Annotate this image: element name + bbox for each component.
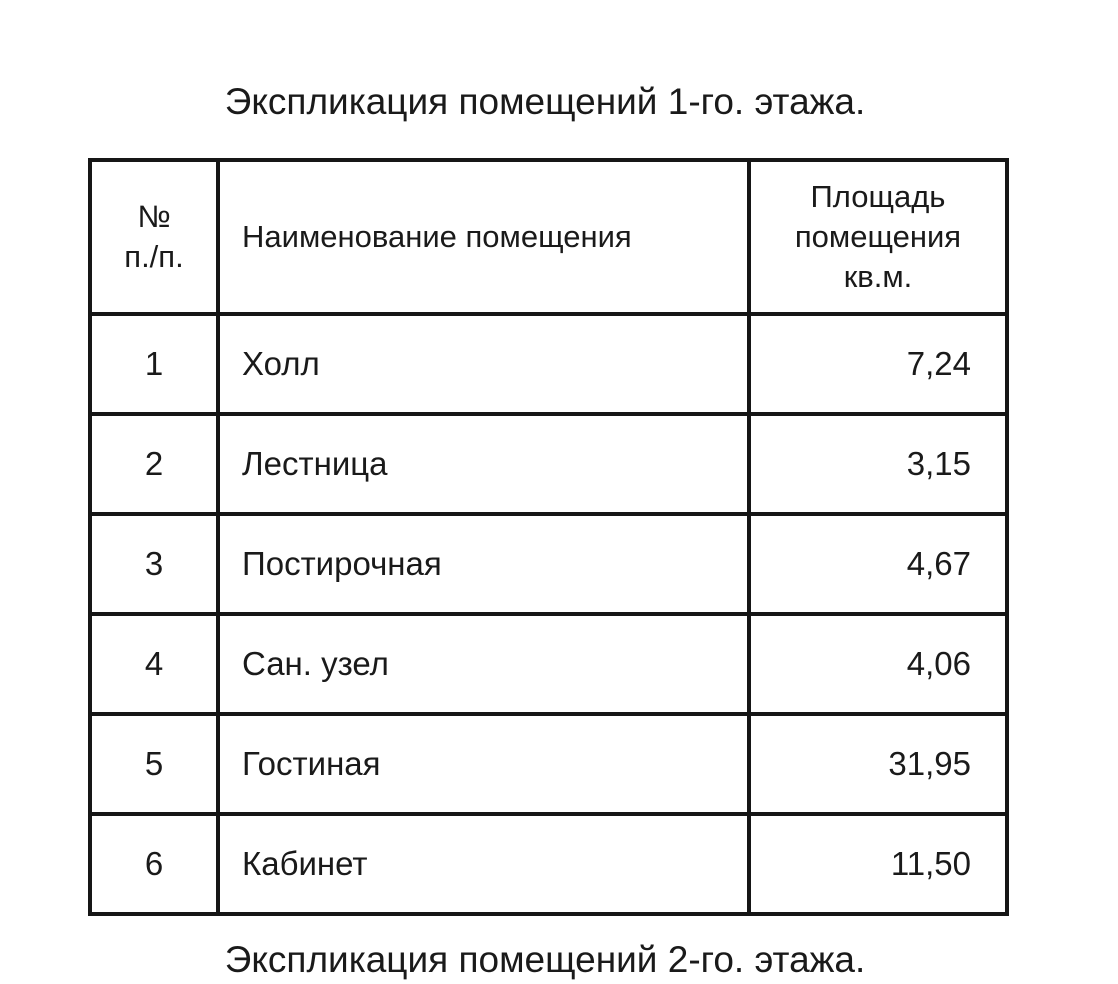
header-number-line2: п./п. (124, 239, 184, 274)
row-room-name: Гостиная (218, 714, 749, 814)
row-room-name: Лестница (218, 414, 749, 514)
row-number: 5 (90, 714, 218, 814)
table-header-row (90, 160, 1007, 314)
table-row (90, 314, 1007, 414)
header-number-line1: № (137, 199, 171, 234)
header-room-name: Наименование помещения (218, 160, 749, 314)
header-number (90, 160, 218, 314)
row-number: 1 (90, 314, 218, 414)
row-number: 2 (90, 414, 218, 514)
header-area-line3: кв.м. (843, 259, 913, 294)
row-number: 3 (90, 514, 218, 614)
next-section-title: Экспликация помещений 2-го. этажа. (224, 939, 866, 980)
row-room-area: 7,24 (749, 314, 1007, 414)
row-number: 6 (90, 814, 218, 914)
header-area-line2: помещения (794, 219, 962, 254)
table-row (90, 614, 1007, 714)
row-room-area: 4,67 (749, 514, 1007, 614)
row-room-area: 4,06 (749, 614, 1007, 714)
row-number: 4 (90, 614, 218, 714)
table-row (90, 714, 1007, 814)
table-row (90, 514, 1007, 614)
page-title: Экспликация помещений 1-го. этажа. (224, 81, 866, 122)
header-room-area (749, 160, 1007, 314)
row-room-area: 3,15 (749, 414, 1007, 514)
table-row (90, 414, 1007, 514)
explication-table (88, 158, 1009, 916)
row-room-name: Кабинет (218, 814, 749, 914)
row-room-name: Постирочная (218, 514, 749, 614)
header-area-line1: Площадь (810, 179, 946, 214)
row-room-area: 11,50 (749, 814, 1007, 914)
table-row (90, 814, 1007, 914)
row-room-area: 31,95 (749, 714, 1007, 814)
row-room-name: Сан. узел (218, 614, 749, 714)
row-room-name: Холл (218, 314, 749, 414)
